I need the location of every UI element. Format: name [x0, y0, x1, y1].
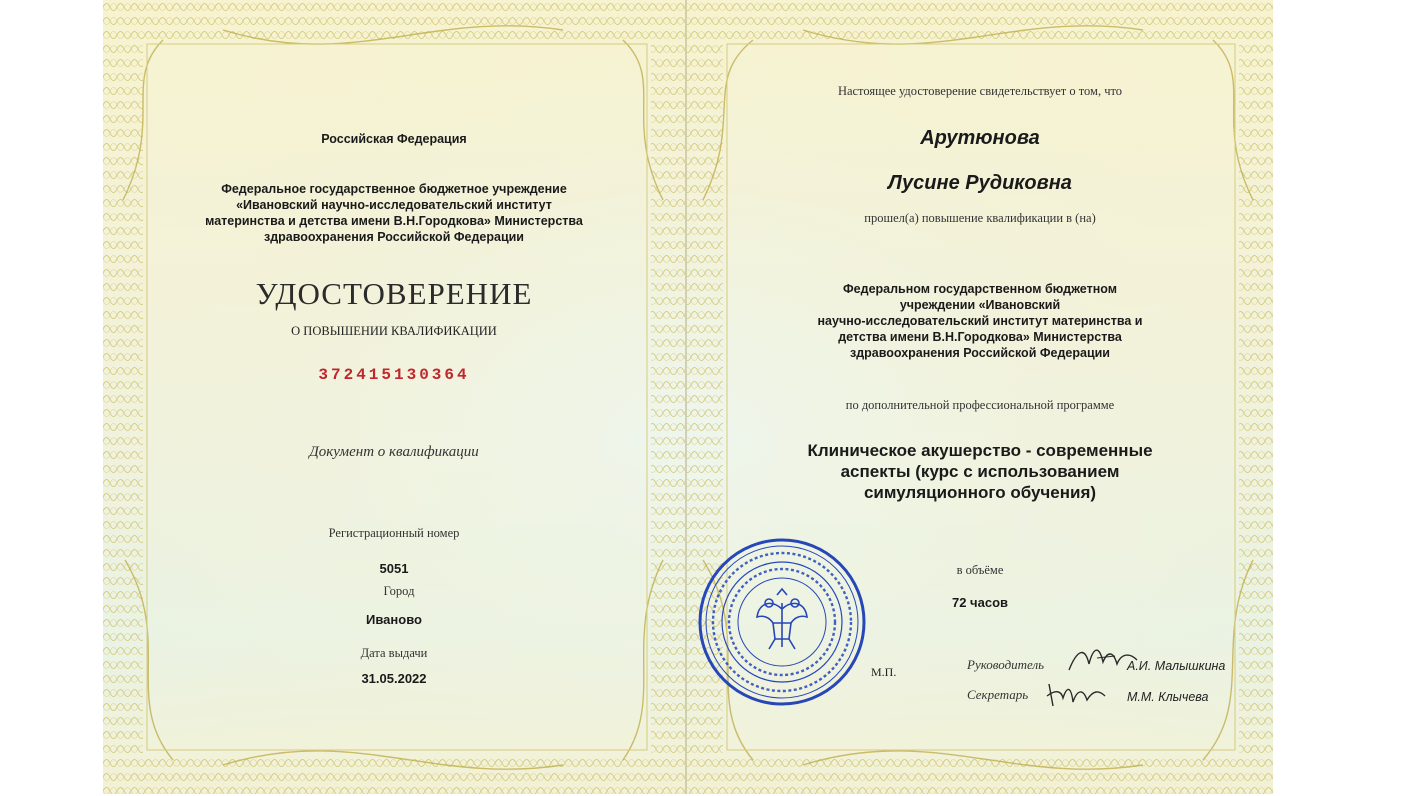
institution-line: здравоохранения Российской Федерации	[263, 230, 524, 244]
institution-line: «Ивановский научно-исследовательский институт	[236, 198, 552, 212]
city-label: Город	[383, 584, 415, 598]
head-signature	[1067, 640, 1147, 676]
passed-text: прошел(а) повышение квалификации в (на)	[864, 211, 1096, 225]
registration-label: Регистрационный номер	[328, 526, 460, 540]
registration-number: 5051	[379, 561, 409, 576]
head-name: А.И. Малышкина	[1127, 659, 1226, 673]
volume-value: 72 часов	[951, 595, 1008, 610]
program-label: по дополнительной профессиональной программе	[845, 398, 1115, 412]
volume-label: в объёме	[956, 563, 1004, 577]
institution-line: Федеральное государственное бюджетное учреждение	[221, 182, 567, 196]
institution-name	[103, 181, 685, 245]
city-value: Иваново	[366, 612, 422, 627]
mp-label: М.П.	[871, 665, 897, 679]
institution-line: материнства и детства имени В.Н.Городкова» Министерства	[205, 214, 583, 228]
organization-line: здравоохранения Российской Федерации	[849, 346, 1110, 360]
secretary-label: Секретарь	[967, 687, 1029, 702]
organization-line: детства имени В.Н.Городкова» Министерства	[838, 330, 1122, 344]
secretary-signature	[1043, 676, 1123, 712]
certificate-sheet	[103, 0, 1273, 794]
holder-given-names: Лусине Рудиковна	[888, 172, 1072, 194]
issue-date-value: 31.05.2022	[361, 671, 427, 686]
organization-line: Федеральном государственном бюджетном	[843, 282, 1117, 296]
secretary-name: М.М. Клычева	[1127, 690, 1209, 704]
official-seal	[697, 537, 867, 707]
holder-surname: Арутюнова	[920, 127, 1040, 149]
document-type: Документ о квалификации	[309, 444, 479, 460]
document-subtitle: О ПОВЫШЕНИИ КВАЛИФИКАЦИИ	[291, 324, 497, 338]
organization-line: учреждении «Ивановский	[899, 298, 1061, 312]
document-title: УДОСТОВЕРЕНИЕ	[255, 276, 533, 311]
program-line: Клиническое акушерство - современные	[807, 441, 1153, 460]
head-label: Руководитель	[967, 657, 1045, 672]
program-line: симуляционного обучения)	[863, 483, 1097, 502]
left-page	[103, 0, 685, 794]
intro-text: Настоящее удостоверение свидетельствует о том, что	[837, 84, 1123, 98]
double-headed-eagle-emblem	[757, 589, 807, 649]
certificate-number: 372415130364	[318, 366, 470, 384]
program-line: аспекты (курс с использованием	[840, 462, 1120, 481]
program-title	[687, 440, 1273, 503]
issue-date-label: Дата выдачи	[360, 646, 428, 660]
country-name: Российская Федерация	[321, 132, 467, 146]
organization-line: научно-исследовательский институт материнства и	[817, 314, 1143, 328]
organization-name	[687, 281, 1273, 361]
